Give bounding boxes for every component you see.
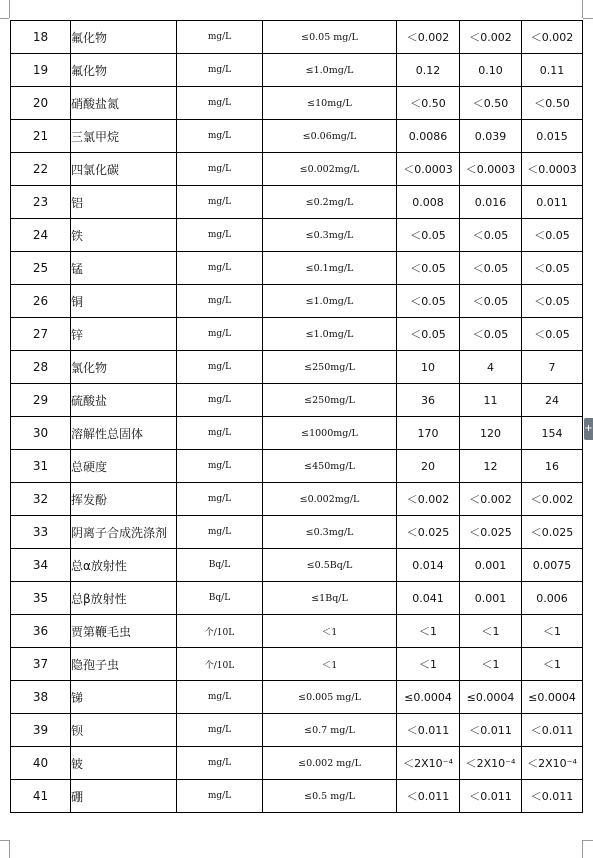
sample-1-value-cell: ＜1 [397, 648, 460, 681]
item-number-cell: 18 [11, 21, 71, 54]
table-row [11, 483, 583, 516]
item-name-cell: 总硬度 [71, 450, 177, 483]
table-row [11, 714, 583, 747]
sample-3-value-cell: 0.011 [522, 186, 583, 219]
sample-2-value-cell: 120 [460, 417, 522, 450]
limit-cell: ≤250mg/L [263, 384, 397, 417]
item-number-cell: 39 [11, 714, 71, 747]
sample-3-value-cell: ＜0.002 [522, 21, 583, 54]
sample-1-value-cell: ＜2X10⁻⁴ [397, 747, 460, 780]
sample-3-value-cell: ＜0.0003 [522, 153, 583, 186]
sample-3-value-cell: 154 [522, 417, 583, 450]
table-row [11, 219, 583, 252]
item-number-cell: 21 [11, 120, 71, 153]
sample-1-value-cell: 0.0086 [397, 120, 460, 153]
page-corner-mark [582, 0, 583, 18]
sample-2-value-cell: ＜0.05 [460, 252, 522, 285]
sample-3-value-cell: ＜1 [522, 615, 583, 648]
sample-2-value-cell: ＜0.011 [460, 780, 522, 813]
sample-2-value-cell: 0.039 [460, 120, 522, 153]
unit-cell: mg/L [177, 516, 263, 549]
unit-cell: mg/L [177, 252, 263, 285]
table-row [11, 516, 583, 549]
sample-2-value-cell: 12 [460, 450, 522, 483]
sample-1-value-cell: 36 [397, 384, 460, 417]
item-name-cell: 硼 [71, 780, 177, 813]
sample-1-value-cell: 0.041 [397, 582, 460, 615]
limit-cell: ≤1000mg/L [263, 417, 397, 450]
limit-cell: ≤0.3mg/L [263, 516, 397, 549]
item-number-cell: 36 [11, 615, 71, 648]
sample-3-value-cell: ＜0.011 [522, 780, 583, 813]
sample-2-value-cell: ≤0.0004 [460, 681, 522, 714]
unit-cell: 个/10L [177, 615, 263, 648]
sample-3-value-cell: 7 [522, 351, 583, 384]
sample-2-value-cell: 0.001 [460, 549, 522, 582]
table-row [11, 318, 583, 351]
unit-cell: mg/L [177, 153, 263, 186]
sample-3-value-cell: ＜0.05 [522, 252, 583, 285]
unit-cell: mg/L [177, 186, 263, 219]
water-quality-table [10, 20, 583, 813]
sample-1-value-cell: 170 [397, 417, 460, 450]
item-number-cell: 29 [11, 384, 71, 417]
limit-cell: ≤0.002mg/L [263, 483, 397, 516]
item-number-cell: 41 [11, 780, 71, 813]
item-number-cell: 28 [11, 351, 71, 384]
sample-3-value-cell: 0.11 [522, 54, 583, 87]
unit-cell: mg/L [177, 21, 263, 54]
sample-2-value-cell: ＜0.05 [460, 219, 522, 252]
sample-1-value-cell: ＜0.011 [397, 714, 460, 747]
limit-cell: ≤0.002mg/L [263, 153, 397, 186]
unit-cell: mg/L [177, 714, 263, 747]
table-row [11, 747, 583, 780]
table-row [11, 21, 583, 54]
item-number-cell: 23 [11, 186, 71, 219]
sample-1-value-cell: ＜0.011 [397, 780, 460, 813]
item-name-cell: 总β放射性 [71, 582, 177, 615]
sample-2-value-cell: 0.10 [460, 54, 522, 87]
sample-1-value-cell: ＜0.05 [397, 318, 460, 351]
item-number-cell: 37 [11, 648, 71, 681]
sample-2-value-cell: 11 [460, 384, 522, 417]
table-row [11, 417, 583, 450]
item-number-cell: 27 [11, 318, 71, 351]
sample-1-value-cell: 10 [397, 351, 460, 384]
unit-cell: mg/L [177, 54, 263, 87]
sample-3-value-cell: ＜1 [522, 648, 583, 681]
table-row [11, 252, 583, 285]
table-row [11, 384, 583, 417]
page-corner-mark [9, 840, 10, 858]
sample-1-value-cell: ≤0.0004 [397, 681, 460, 714]
sample-3-value-cell: 16 [522, 450, 583, 483]
table-row [11, 780, 583, 813]
sample-2-value-cell: ＜0.05 [460, 285, 522, 318]
sample-2-value-cell: ＜0.011 [460, 714, 522, 747]
limit-cell: ≤450mg/L [263, 450, 397, 483]
item-name-cell: 铜 [71, 285, 177, 318]
unit-cell: mg/L [177, 747, 263, 780]
sample-1-value-cell: ＜0.002 [397, 21, 460, 54]
table-row [11, 582, 583, 615]
table-row [11, 120, 583, 153]
plus-icon: + [584, 423, 593, 434]
sample-3-value-cell: ＜0.05 [522, 285, 583, 318]
unit-cell: Bq/L [177, 582, 263, 615]
item-name-cell: 氟化物 [71, 21, 177, 54]
item-number-cell: 20 [11, 87, 71, 120]
table-row [11, 615, 583, 648]
limit-cell: ≤0.2mg/L [263, 186, 397, 219]
table-row [11, 54, 583, 87]
unit-cell: mg/L [177, 681, 263, 714]
sample-1-value-cell: 0.014 [397, 549, 460, 582]
limit-cell: ≤0.5Bq/L [263, 549, 397, 582]
item-number-cell: 32 [11, 483, 71, 516]
sample-1-value-cell: 0.12 [397, 54, 460, 87]
item-name-cell: 阴离子合成洗涤剂 [71, 516, 177, 549]
table-row [11, 153, 583, 186]
table-row [11, 285, 583, 318]
limit-cell: ≤1.0mg/L [263, 54, 397, 87]
sample-2-value-cell: ＜0.025 [460, 516, 522, 549]
item-name-cell: 锌 [71, 318, 177, 351]
item-name-cell: 铍 [71, 747, 177, 780]
item-name-cell: 硝酸盐氮 [71, 87, 177, 120]
limit-cell: ≤0.002 mg/L [263, 747, 397, 780]
item-number-cell: 25 [11, 252, 71, 285]
limit-cell: ≤1.0mg/L [263, 285, 397, 318]
sample-3-value-cell: 0.0075 [522, 549, 583, 582]
unit-cell: mg/L [177, 351, 263, 384]
item-number-cell: 31 [11, 450, 71, 483]
table-row [11, 681, 583, 714]
limit-cell: ≤0.3mg/L [263, 219, 397, 252]
item-number-cell: 38 [11, 681, 71, 714]
sample-2-value-cell: ＜1 [460, 648, 522, 681]
item-number-cell: 24 [11, 219, 71, 252]
sample-2-value-cell: 0.016 [460, 186, 522, 219]
page-corner-mark [0, 18, 9, 19]
item-number-cell: 40 [11, 747, 71, 780]
limit-cell: ＜1 [263, 648, 397, 681]
sample-2-value-cell: ＜2X10⁻⁴ [460, 747, 522, 780]
sample-1-value-cell: 20 [397, 450, 460, 483]
item-name-cell: 锑 [71, 681, 177, 714]
sample-3-value-cell: 0.006 [522, 582, 583, 615]
page-corner-mark [0, 840, 9, 841]
item-name-cell: 铝 [71, 186, 177, 219]
unit-cell: mg/L [177, 120, 263, 153]
limit-cell: ≤0.5 mg/L [263, 780, 397, 813]
item-name-cell: 四氯化碳 [71, 153, 177, 186]
sample-3-value-cell: ＜0.05 [522, 318, 583, 351]
table-row [11, 351, 583, 384]
unit-cell: mg/L [177, 450, 263, 483]
sample-3-value-cell: 0.015 [522, 120, 583, 153]
table-row [11, 450, 583, 483]
limit-cell: ≤0.06mg/L [263, 120, 397, 153]
sample-2-value-cell: ＜0.05 [460, 318, 522, 351]
sample-3-value-cell: ＜0.50 [522, 87, 583, 120]
sample-2-value-cell: ＜0.002 [460, 21, 522, 54]
limit-cell: ≤1.0mg/L [263, 318, 397, 351]
page-corner-mark [583, 18, 593, 19]
sample-2-value-cell: ＜1 [460, 615, 522, 648]
limit-cell: ≤1Bq/L [263, 582, 397, 615]
unit-cell: mg/L [177, 219, 263, 252]
item-name-cell: 挥发酚 [71, 483, 177, 516]
item-name-cell: 溶解性总固体 [71, 417, 177, 450]
item-name-cell: 总α放射性 [71, 549, 177, 582]
item-number-cell: 26 [11, 285, 71, 318]
item-name-cell: 氯化物 [71, 351, 177, 384]
item-name-cell: 三氯甲烷 [71, 120, 177, 153]
unit-cell: Bq/L [177, 549, 263, 582]
item-name-cell: 锰 [71, 252, 177, 285]
sample-1-value-cell: ＜0.05 [397, 285, 460, 318]
item-name-cell: 隐孢子虫 [71, 648, 177, 681]
side-expand-tab[interactable] [584, 418, 593, 440]
sample-1-value-cell: 0.008 [397, 186, 460, 219]
sample-1-value-cell: ＜1 [397, 615, 460, 648]
limit-cell: ≤0.05 mg/L [263, 21, 397, 54]
item-name-cell: 硫酸盐 [71, 384, 177, 417]
sample-3-value-cell: ＜0.025 [522, 516, 583, 549]
sample-2-value-cell: 0.001 [460, 582, 522, 615]
sample-2-value-cell: ＜0.002 [460, 483, 522, 516]
sample-2-value-cell: ＜0.0003 [460, 153, 522, 186]
unit-cell: mg/L [177, 483, 263, 516]
sample-1-value-cell: ＜0.002 [397, 483, 460, 516]
item-number-cell: 35 [11, 582, 71, 615]
item-name-cell: 贾第鞭毛虫 [71, 615, 177, 648]
page-corner-mark [9, 0, 10, 18]
sample-3-value-cell: ＜0.002 [522, 483, 583, 516]
unit-cell: mg/L [177, 384, 263, 417]
unit-cell: 个/10L [177, 648, 263, 681]
limit-cell: ≤10mg/L [263, 87, 397, 120]
unit-cell: mg/L [177, 417, 263, 450]
page-corner-mark [583, 840, 593, 841]
item-name-cell: 铁 [71, 219, 177, 252]
table-row [11, 549, 583, 582]
limit-cell: ＜1 [263, 615, 397, 648]
sample-1-value-cell: ＜0.0003 [397, 153, 460, 186]
item-name-cell: 钡 [71, 714, 177, 747]
sample-3-value-cell: ＜2X10⁻⁴ [522, 747, 583, 780]
unit-cell: mg/L [177, 318, 263, 351]
sample-3-value-cell: ≤0.0004 [522, 681, 583, 714]
limit-cell: ≤0.005 mg/L [263, 681, 397, 714]
sample-1-value-cell: ＜0.05 [397, 219, 460, 252]
table-row [11, 186, 583, 219]
limit-cell: ≤0.1mg/L [263, 252, 397, 285]
sample-1-value-cell: ＜0.05 [397, 252, 460, 285]
limit-cell: ≤0.7 mg/L [263, 714, 397, 747]
sample-2-value-cell: 4 [460, 351, 522, 384]
table-row [11, 87, 583, 120]
sample-1-value-cell: ＜0.50 [397, 87, 460, 120]
unit-cell: mg/L [177, 87, 263, 120]
unit-cell: mg/L [177, 285, 263, 318]
sample-1-value-cell: ＜0.025 [397, 516, 460, 549]
sample-3-value-cell: 24 [522, 384, 583, 417]
item-number-cell: 33 [11, 516, 71, 549]
page-corner-mark [582, 840, 583, 858]
sample-2-value-cell: ＜0.50 [460, 87, 522, 120]
sample-3-value-cell: ＜0.011 [522, 714, 583, 747]
unit-cell: mg/L [177, 780, 263, 813]
item-number-cell: 34 [11, 549, 71, 582]
table-row [11, 648, 583, 681]
item-number-cell: 30 [11, 417, 71, 450]
sample-3-value-cell: ＜0.05 [522, 219, 583, 252]
limit-cell: ≤250mg/L [263, 351, 397, 384]
item-number-cell: 22 [11, 153, 71, 186]
item-number-cell: 19 [11, 54, 71, 87]
item-name-cell: 氟化物 [71, 54, 177, 87]
